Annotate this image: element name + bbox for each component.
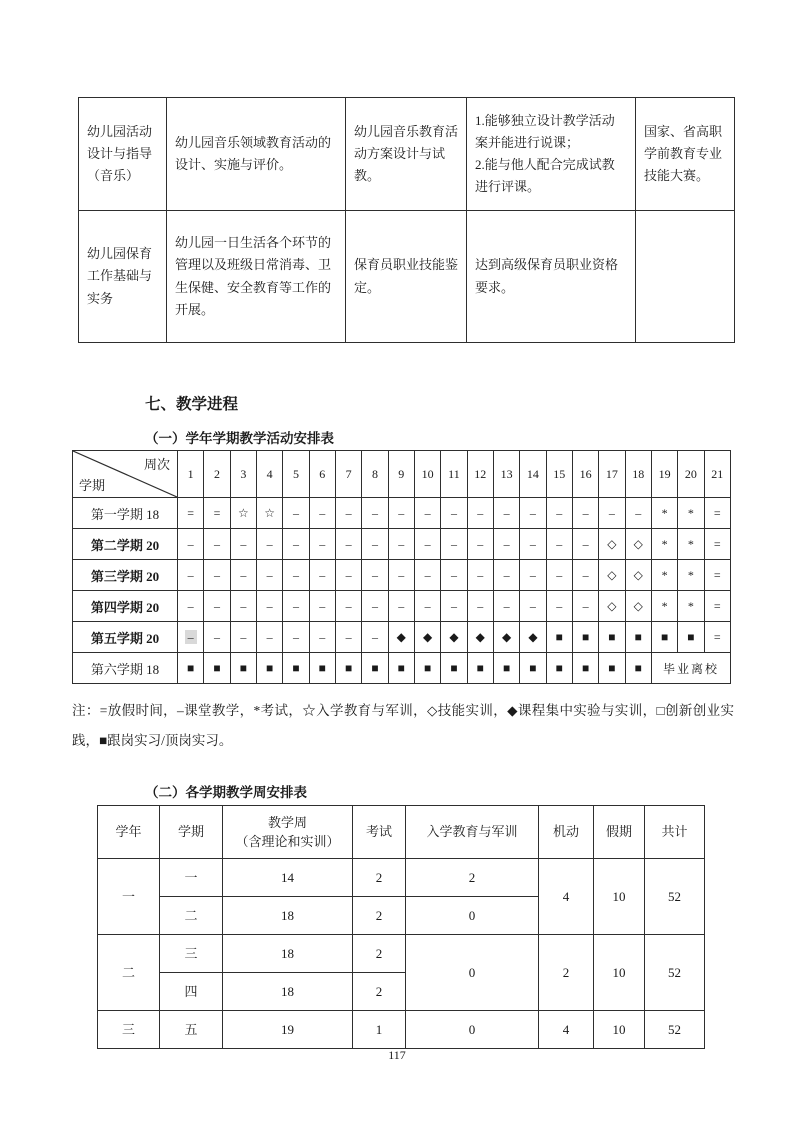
weeks-cell: 2 — [353, 859, 406, 897]
week-cell: ■ — [335, 653, 361, 684]
week-cell: ■ — [572, 622, 598, 653]
week-cell: ■ — [309, 653, 335, 684]
week-cell: – — [335, 529, 361, 560]
week-cell: – — [599, 498, 625, 529]
week-cell: ◆ — [388, 622, 414, 653]
schedule-row — [73, 560, 731, 591]
week-cell: = — [178, 498, 204, 529]
cell-line: 幼儿园活动设计与指导（音乐） — [87, 123, 153, 184]
week-cell: – — [572, 560, 598, 591]
week-number-header: 18 — [625, 451, 651, 498]
week-cell: – — [230, 622, 256, 653]
weeks-cell: 18 — [223, 973, 353, 1011]
week-cell: – — [309, 622, 335, 653]
week-cell: – — [362, 529, 388, 560]
week-cell: – — [467, 560, 493, 591]
weeks-cell: 2 — [353, 973, 406, 1011]
weeks-row — [98, 1011, 705, 1049]
semester-label: 第五学期 20 — [73, 622, 178, 653]
schedule-header-row — [73, 451, 731, 498]
week-cell: – — [493, 591, 519, 622]
week-number-header: 7 — [335, 451, 361, 498]
subsection-2-title: （二）各学期教学周安排表 — [145, 785, 307, 800]
highlighted-symbol: – — [185, 630, 197, 644]
week-cell: – — [493, 498, 519, 529]
week-cell: ■ — [493, 653, 519, 684]
corner-weeks-label: 周次 — [143, 457, 170, 472]
week-cell: – — [520, 591, 546, 622]
week-cell: ■ — [546, 622, 572, 653]
week-cell: – — [309, 591, 335, 622]
week-number-header: 9 — [388, 451, 414, 498]
week-cell: ■ — [625, 653, 651, 684]
week-cell: – — [388, 529, 414, 560]
course-cell — [79, 211, 167, 343]
week-cell: – — [572, 591, 598, 622]
week-cell: ◇ — [599, 529, 625, 560]
schedule-row — [73, 498, 731, 529]
weeks-cell: 四 — [160, 973, 223, 1011]
cell-line: 幼儿园一日生活各个环节的管理以及班级日常消毒、卫生保健、安全教育等工作的开展。 — [175, 235, 332, 317]
week-cell: – — [414, 591, 440, 622]
week-cell: ■ — [388, 653, 414, 684]
subsection-1-title: （一）学年学期教学活动安排表 — [145, 431, 334, 446]
week-cell: = — [704, 560, 730, 591]
week-cell: – — [309, 498, 335, 529]
schedule-row — [73, 591, 731, 622]
weeks-cell: 0 — [406, 935, 539, 1011]
week-number-header: 4 — [256, 451, 282, 498]
week-cell: – — [546, 498, 572, 529]
week-cell: ◇ — [625, 591, 651, 622]
cell-line: 学期 — [177, 824, 204, 840]
week-cell: – — [572, 529, 598, 560]
semester-label: 第三学期 20 — [73, 560, 178, 591]
course-cell — [346, 98, 467, 211]
week-number-header: 5 — [283, 451, 309, 498]
weeks-cell: 4 — [539, 1011, 594, 1049]
section-title: 七、教学进程 — [145, 396, 239, 413]
schedule-row — [73, 529, 731, 560]
course-cell — [346, 211, 467, 343]
weeks-cell: 10 — [594, 859, 645, 935]
week-cell: = — [704, 498, 730, 529]
week-cell: ◇ — [599, 560, 625, 591]
weeks-cell: 三 — [160, 935, 223, 973]
weeks-cell: 18 — [223, 935, 353, 973]
week-cell: ■ — [599, 653, 625, 684]
week-number-header: 21 — [704, 451, 730, 498]
weeks-cell: 4 — [539, 859, 594, 935]
week-number-header: 1 — [178, 451, 204, 498]
week-cell: – — [388, 560, 414, 591]
course-cell — [636, 98, 735, 211]
semester-week-schedule-table — [72, 450, 731, 684]
corner-semester-label: 学期 — [79, 478, 106, 493]
week-cell: ◆ — [467, 622, 493, 653]
week-cell: * — [678, 591, 704, 622]
week-cell: = — [704, 591, 730, 622]
week-cell: – — [362, 560, 388, 591]
weeks-cell: 19 — [223, 1011, 353, 1049]
week-cell: – — [362, 591, 388, 622]
week-cell: – — [178, 529, 204, 560]
week-cell: – — [230, 529, 256, 560]
week-cell: – — [467, 529, 493, 560]
week-cell: ◇ — [625, 529, 651, 560]
cell-line: 考试 — [365, 824, 392, 840]
course-cell — [467, 98, 636, 211]
cell-line: 入学教育与军训 — [426, 824, 518, 840]
week-cell: = — [704, 529, 730, 560]
week-cell: – — [204, 622, 230, 653]
week-cell: – — [467, 591, 493, 622]
week-number-header: 14 — [520, 451, 546, 498]
week-cell: – — [283, 529, 309, 560]
week-cell: * — [678, 560, 704, 591]
week-cell: – — [388, 591, 414, 622]
cell-line: 幼儿园音乐领域教育活动的设计、实施与评价。 — [175, 134, 332, 172]
week-cell: ■ — [546, 653, 572, 684]
cell-line: 幼儿园保育工作基础与实务 — [87, 246, 153, 306]
semester-label: 第六学期 18 — [73, 653, 178, 684]
page-number: 117 — [388, 1048, 406, 1062]
weeks-cell: 1 — [353, 1011, 406, 1049]
week-cell: * — [651, 498, 677, 529]
weeks-cell: 0 — [406, 897, 539, 935]
week-cell: – — [467, 498, 493, 529]
week-cell: ■ — [256, 653, 282, 684]
week-cell: – — [546, 560, 572, 591]
schedule-row — [73, 653, 731, 684]
week-cell: – — [256, 622, 282, 653]
week-number-header: 16 — [572, 451, 598, 498]
week-cell: ■ — [362, 653, 388, 684]
weeks-column-header — [160, 806, 223, 859]
week-cell: – — [441, 560, 467, 591]
week-cell: ■ — [283, 653, 309, 684]
course-row — [79, 211, 735, 343]
weeks-column-header — [98, 806, 160, 859]
course-cell — [636, 211, 735, 343]
week-cell: ■ — [678, 622, 704, 653]
week-cell: – — [309, 560, 335, 591]
week-cell: – — [204, 529, 230, 560]
cell-line: 学年 — [115, 824, 142, 840]
week-cell: ■ — [520, 653, 546, 684]
week-cell: * — [651, 560, 677, 591]
week-cell: – — [520, 498, 546, 529]
weeks-cell: 2 — [353, 897, 406, 935]
week-cell: – — [388, 498, 414, 529]
weeks-cell: 52 — [645, 1011, 705, 1049]
week-number-header: 13 — [493, 451, 519, 498]
weeks-cell: 五 — [160, 1011, 223, 1049]
week-cell: – — [335, 498, 361, 529]
cell-line: 教学周 — [267, 814, 307, 830]
week-cell: ◇ — [625, 560, 651, 591]
weeks-cell: 10 — [594, 1011, 645, 1049]
week-cell: ■ — [467, 653, 493, 684]
cell-line: 机动 — [552, 824, 579, 840]
week-cell: – — [283, 622, 309, 653]
week-cell: – — [546, 529, 572, 560]
week-cell: ■ — [599, 622, 625, 653]
week-cell: ■ — [230, 653, 256, 684]
week-number-header: 19 — [651, 451, 677, 498]
week-cell: – — [335, 591, 361, 622]
week-number-header: 8 — [362, 451, 388, 498]
week-cell: ☆ — [256, 498, 282, 529]
week-number-header: 20 — [678, 451, 704, 498]
weeks-cell: 一 — [98, 859, 160, 935]
week-cell: ■ — [625, 622, 651, 653]
cell-line: （含理论和实训） — [235, 834, 340, 849]
weeks-cell: 2 — [353, 935, 406, 973]
week-cell: – — [441, 591, 467, 622]
weeks-cell: 14 — [223, 859, 353, 897]
week-cell: ■ — [572, 653, 598, 684]
week-cell: – — [414, 560, 440, 591]
week-number-header: 2 — [204, 451, 230, 498]
week-cell: – — [520, 560, 546, 591]
cell-line: 达到高级保育员职业资格要求。 — [475, 257, 619, 295]
weeks-cell: 18 — [223, 897, 353, 935]
week-cell: – — [178, 591, 204, 622]
week-cell: – — [256, 560, 282, 591]
week-cell: ◆ — [414, 622, 440, 653]
weeks-column-header — [353, 806, 406, 859]
week-cell: – — [256, 591, 282, 622]
semester-label: 第一学期 18 — [73, 498, 178, 529]
week-cell: – — [204, 560, 230, 591]
weeks-row — [98, 935, 705, 973]
week-cell: – — [362, 498, 388, 529]
graduation-cell: 毕业离校 — [651, 653, 730, 684]
week-cell: – — [493, 529, 519, 560]
week-cell: ■ — [441, 653, 467, 684]
week-cell: ☆ — [230, 498, 256, 529]
weeks-cell: 2 — [539, 935, 594, 1011]
course-row — [79, 98, 735, 211]
week-cell: * — [651, 529, 677, 560]
weeks-cell: 三 — [98, 1011, 160, 1049]
week-cell: – — [256, 529, 282, 560]
weeks-header-row — [98, 806, 705, 859]
week-cell: * — [678, 498, 704, 529]
week-number-header: 10 — [414, 451, 440, 498]
week-cell: ◆ — [441, 622, 467, 653]
week-cell: – — [283, 591, 309, 622]
week-cell: – — [441, 498, 467, 529]
legend-note: 注：=放假时间，–课堂教学，*考试，☆入学教育与军训，◇技能实训，◆课程集中实验与实训，□创新创业实践，■跟岗实习/顶岗实习。 — [72, 703, 734, 748]
week-number-header: 15 — [546, 451, 572, 498]
week-cell: – — [441, 529, 467, 560]
week-cell: = — [204, 498, 230, 529]
cell-line: 保育员职业技能鉴定。 — [354, 257, 459, 295]
teaching-weeks-table — [97, 805, 705, 1049]
course-cell — [467, 211, 636, 343]
week-number-header: 12 — [467, 451, 493, 498]
week-cell: – — [230, 560, 256, 591]
schedule-row — [73, 622, 731, 653]
week-cell: ◆ — [493, 622, 519, 653]
week-cell: – — [283, 498, 309, 529]
week-cell: ■ — [414, 653, 440, 684]
cell-line: 共计 — [661, 824, 688, 840]
week-cell — [178, 622, 204, 653]
cell-line: 假期 — [605, 824, 632, 840]
weeks-cell: 52 — [645, 859, 705, 935]
cell-line: 国家、省高职学前教育专业技能大赛。 — [644, 123, 723, 184]
cell-line: 1.能够独立设计教学活动案并能进行说课； — [475, 112, 615, 150]
week-cell: – — [414, 529, 440, 560]
week-cell: ■ — [178, 653, 204, 684]
week-number-header: 17 — [599, 451, 625, 498]
week-cell: – — [178, 560, 204, 591]
weeks-column-header — [539, 806, 594, 859]
week-cell: – — [309, 529, 335, 560]
week-cell: * — [678, 529, 704, 560]
week-cell: – — [546, 591, 572, 622]
week-cell: – — [625, 498, 651, 529]
week-cell: – — [204, 591, 230, 622]
weeks-cell: 二 — [98, 935, 160, 1011]
week-cell: – — [362, 622, 388, 653]
week-cell: * — [651, 591, 677, 622]
week-cell: – — [520, 529, 546, 560]
weeks-column-header — [223, 806, 353, 859]
course-objectives-table — [78, 97, 735, 343]
week-cell: ◆ — [520, 622, 546, 653]
week-number-header: 11 — [441, 451, 467, 498]
diagonal-header-cell — [73, 451, 178, 498]
week-cell: – — [493, 560, 519, 591]
cell-line: 2.能与他人配合完成试教进行评课。 — [475, 157, 615, 195]
weeks-cell: 一 — [160, 859, 223, 897]
week-cell: – — [414, 498, 440, 529]
week-cell: ■ — [204, 653, 230, 684]
week-cell: = — [704, 622, 730, 653]
weeks-cell: 2 — [406, 859, 539, 897]
weeks-cell: 0 — [406, 1011, 539, 1049]
semester-label: 第二学期 20 — [73, 529, 178, 560]
week-cell: – — [230, 591, 256, 622]
week-number-header: 6 — [309, 451, 335, 498]
week-cell: – — [335, 560, 361, 591]
week-cell: ■ — [651, 622, 677, 653]
semester-label: 第四学期 20 — [73, 591, 178, 622]
weeks-cell: 二 — [160, 897, 223, 935]
weeks-cell: 10 — [594, 935, 645, 1011]
week-cell: ◇ — [599, 591, 625, 622]
course-cell — [167, 98, 346, 211]
week-cell: – — [335, 622, 361, 653]
week-cell: – — [572, 498, 598, 529]
course-cell — [167, 211, 346, 343]
cell-line: 幼儿园音乐教育活动方案设计与试教。 — [354, 123, 459, 184]
weeks-row — [98, 859, 705, 897]
course-cell — [79, 98, 167, 211]
weeks-column-header — [406, 806, 539, 859]
weeks-column-header — [645, 806, 705, 859]
week-cell: – — [283, 560, 309, 591]
weeks-cell: 52 — [645, 935, 705, 1011]
weeks-column-header — [594, 806, 645, 859]
week-number-header: 3 — [230, 451, 256, 498]
